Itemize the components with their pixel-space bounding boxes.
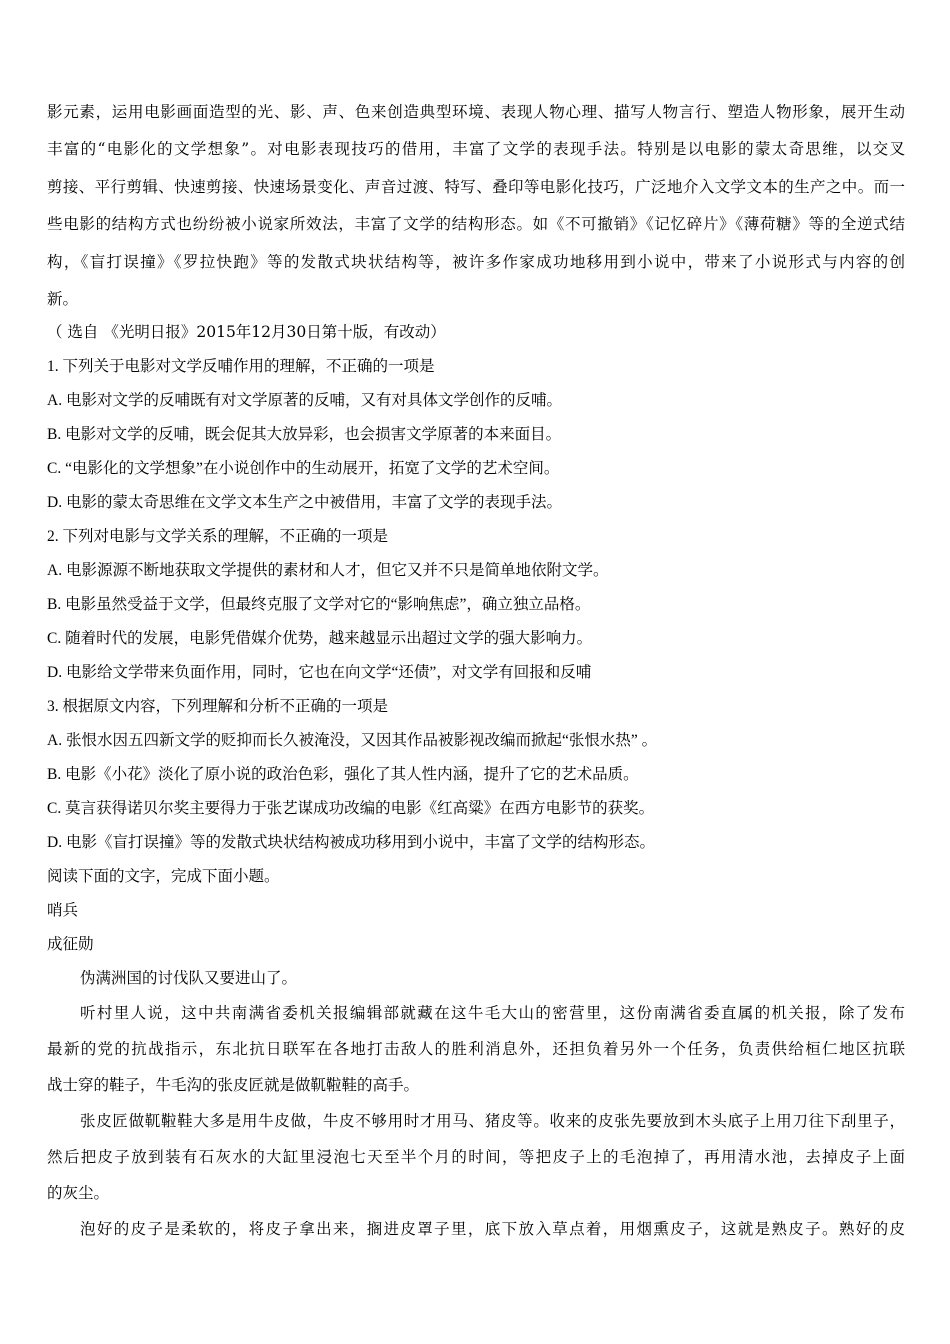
answer-option: C. 莫言获得诺贝尔奖主要得力于张艺谋成功改编的电影《红高粱》在西方电影节的获奖。 (47, 800, 655, 817)
question-stem: 1. 下列关于电影对文学反哺作用的理解，不正确的一项是 (47, 358, 435, 375)
story-title: 哨兵 (47, 902, 79, 919)
passage-line: 影元素，运用电影画面造型的光、影、声、色来创造典型环境、表现人物心理、描写人物言行、塑造人物形象，展开生动 (47, 103, 905, 121)
question-stem: 2. 下列对电影与文学关系的理解，不正确的一项是 (47, 528, 389, 545)
answer-option: A. 电影对文学的反哺既有对文学原著的反哺，又有对具体文学创作的反哺。 (47, 392, 562, 409)
story-line: 伪满洲国的讨伐队又要进山了。 (80, 969, 298, 987)
answer-option: B. 电影《小花》淡化了原小说的政治色彩，强化了其人性内涵，提升了它的艺术品质。 (47, 766, 639, 783)
story-author: 成征勋 (47, 936, 94, 953)
answer-option: B. 电影虽然受益于文学，但最终克服了文学对它的“影响焦虑”，确立独立品格。 (47, 596, 591, 613)
story-line: 然后把皮子放到装有石灰水的大缸里浸泡七天至半个月的时间，等把皮子上的毛泡掉了，再用清水池，去掉皮子上面 (47, 1148, 905, 1166)
story-line: 泡好的皮子是柔软的，将皮子拿出来，搁进皮罩子里，底下放入草点着，用烟熏皮子，这就是熟皮子。熟好的皮 (80, 1220, 905, 1238)
story-line: 的灰尘。 (47, 1184, 110, 1202)
answer-option: C. 随着时代的发展，电影凭借媒介优势，越来越显示出超过文学的强大影响力。 (47, 630, 593, 647)
passage-line: 构，《盲打误撞》《罗拉快跑》等的发散式块状结构等，被许多作家成功地移用到小说中，带来了小说形式与内容的创 (47, 253, 905, 271)
passage-line: 些电影的结构方式也纷纷被小说家所效法，丰富了文学的结构形态。如《不可撤销》《记忆碎片》《薄荷糖》等的全逆式结 (47, 215, 905, 233)
passage-line: 丰富的“电影化的文学想象”。对电影表现技巧的借用，丰富了文学的表现手法。特别是以电影的蒙太奇思维，以交叉 (47, 140, 905, 158)
story-line: 听村里人说，这中共南满省委机关报编辑部就藏在这牛毛大山的密营里，这份南满省委直属的机关报，除了发布 (80, 1004, 905, 1022)
answer-option: D. 电影《盲打误撞》等的发散式块状结构被成功移用到小说中，丰富了文学的结构形态。 (47, 834, 655, 851)
source-citation: （ 选自 《光明日报》2015年12月30日第十版，有改动） (47, 323, 446, 341)
story-line: 张皮匠做靰鞡鞋大多是用牛皮做，牛皮不够用时才用马、猪皮等。收来的皮张先要放到木头底子上用刀往下刮里子， (80, 1112, 905, 1130)
passage-line: 新。 (47, 290, 79, 308)
story-line: 最新的党的抗战指示，东北抗日联军在各地打击敌人的胜利消息外，还担负着另外一个任务，负责供给桓仁地区抗联 (47, 1040, 905, 1058)
answer-option: B. 电影对文学的反哺，既会促其大放异彩，也会损害文学原著的本来面目。 (47, 426, 562, 443)
answer-option: C. “电影化的文学想象”在小说创作中的生动展开，拓宽了文学的艺术空间。 (47, 460, 560, 477)
passage-line: 剪接、平行剪辑、快速剪接、快速场景变化、声音过渡、特写、叠印等电影化技巧，广泛地介入文学文本的生产之中。而一 (47, 178, 905, 196)
answer-option: A. 张恨水因五四新文学的贬抑而长久被淹没，又因其作品被影视改编而掀起“张恨水热” 。 (47, 732, 658, 749)
question-stem: 3. 根据原文内容，下列理解和分析不正确的一项是 (47, 698, 389, 715)
story-line: 战士穿的鞋子，牛毛沟的张皮匠就是做靰鞡鞋的高手。 (47, 1076, 420, 1094)
reading-instruction: 阅读下面的文字，完成下面小题。 (47, 868, 280, 885)
answer-option: D. 电影的蒙太奇思维在文学文本生产之中被借用，丰富了文学的表现手法。 (47, 494, 562, 511)
answer-option: A. 电影源源不断地获取文学提供的素材和人才，但它又并不只是简单地依附文学。 (47, 562, 609, 579)
answer-option: D. 电影给文学带来负面作用，同时，它也在向文学“还债”，对文学有回报和反哺 (47, 664, 592, 681)
